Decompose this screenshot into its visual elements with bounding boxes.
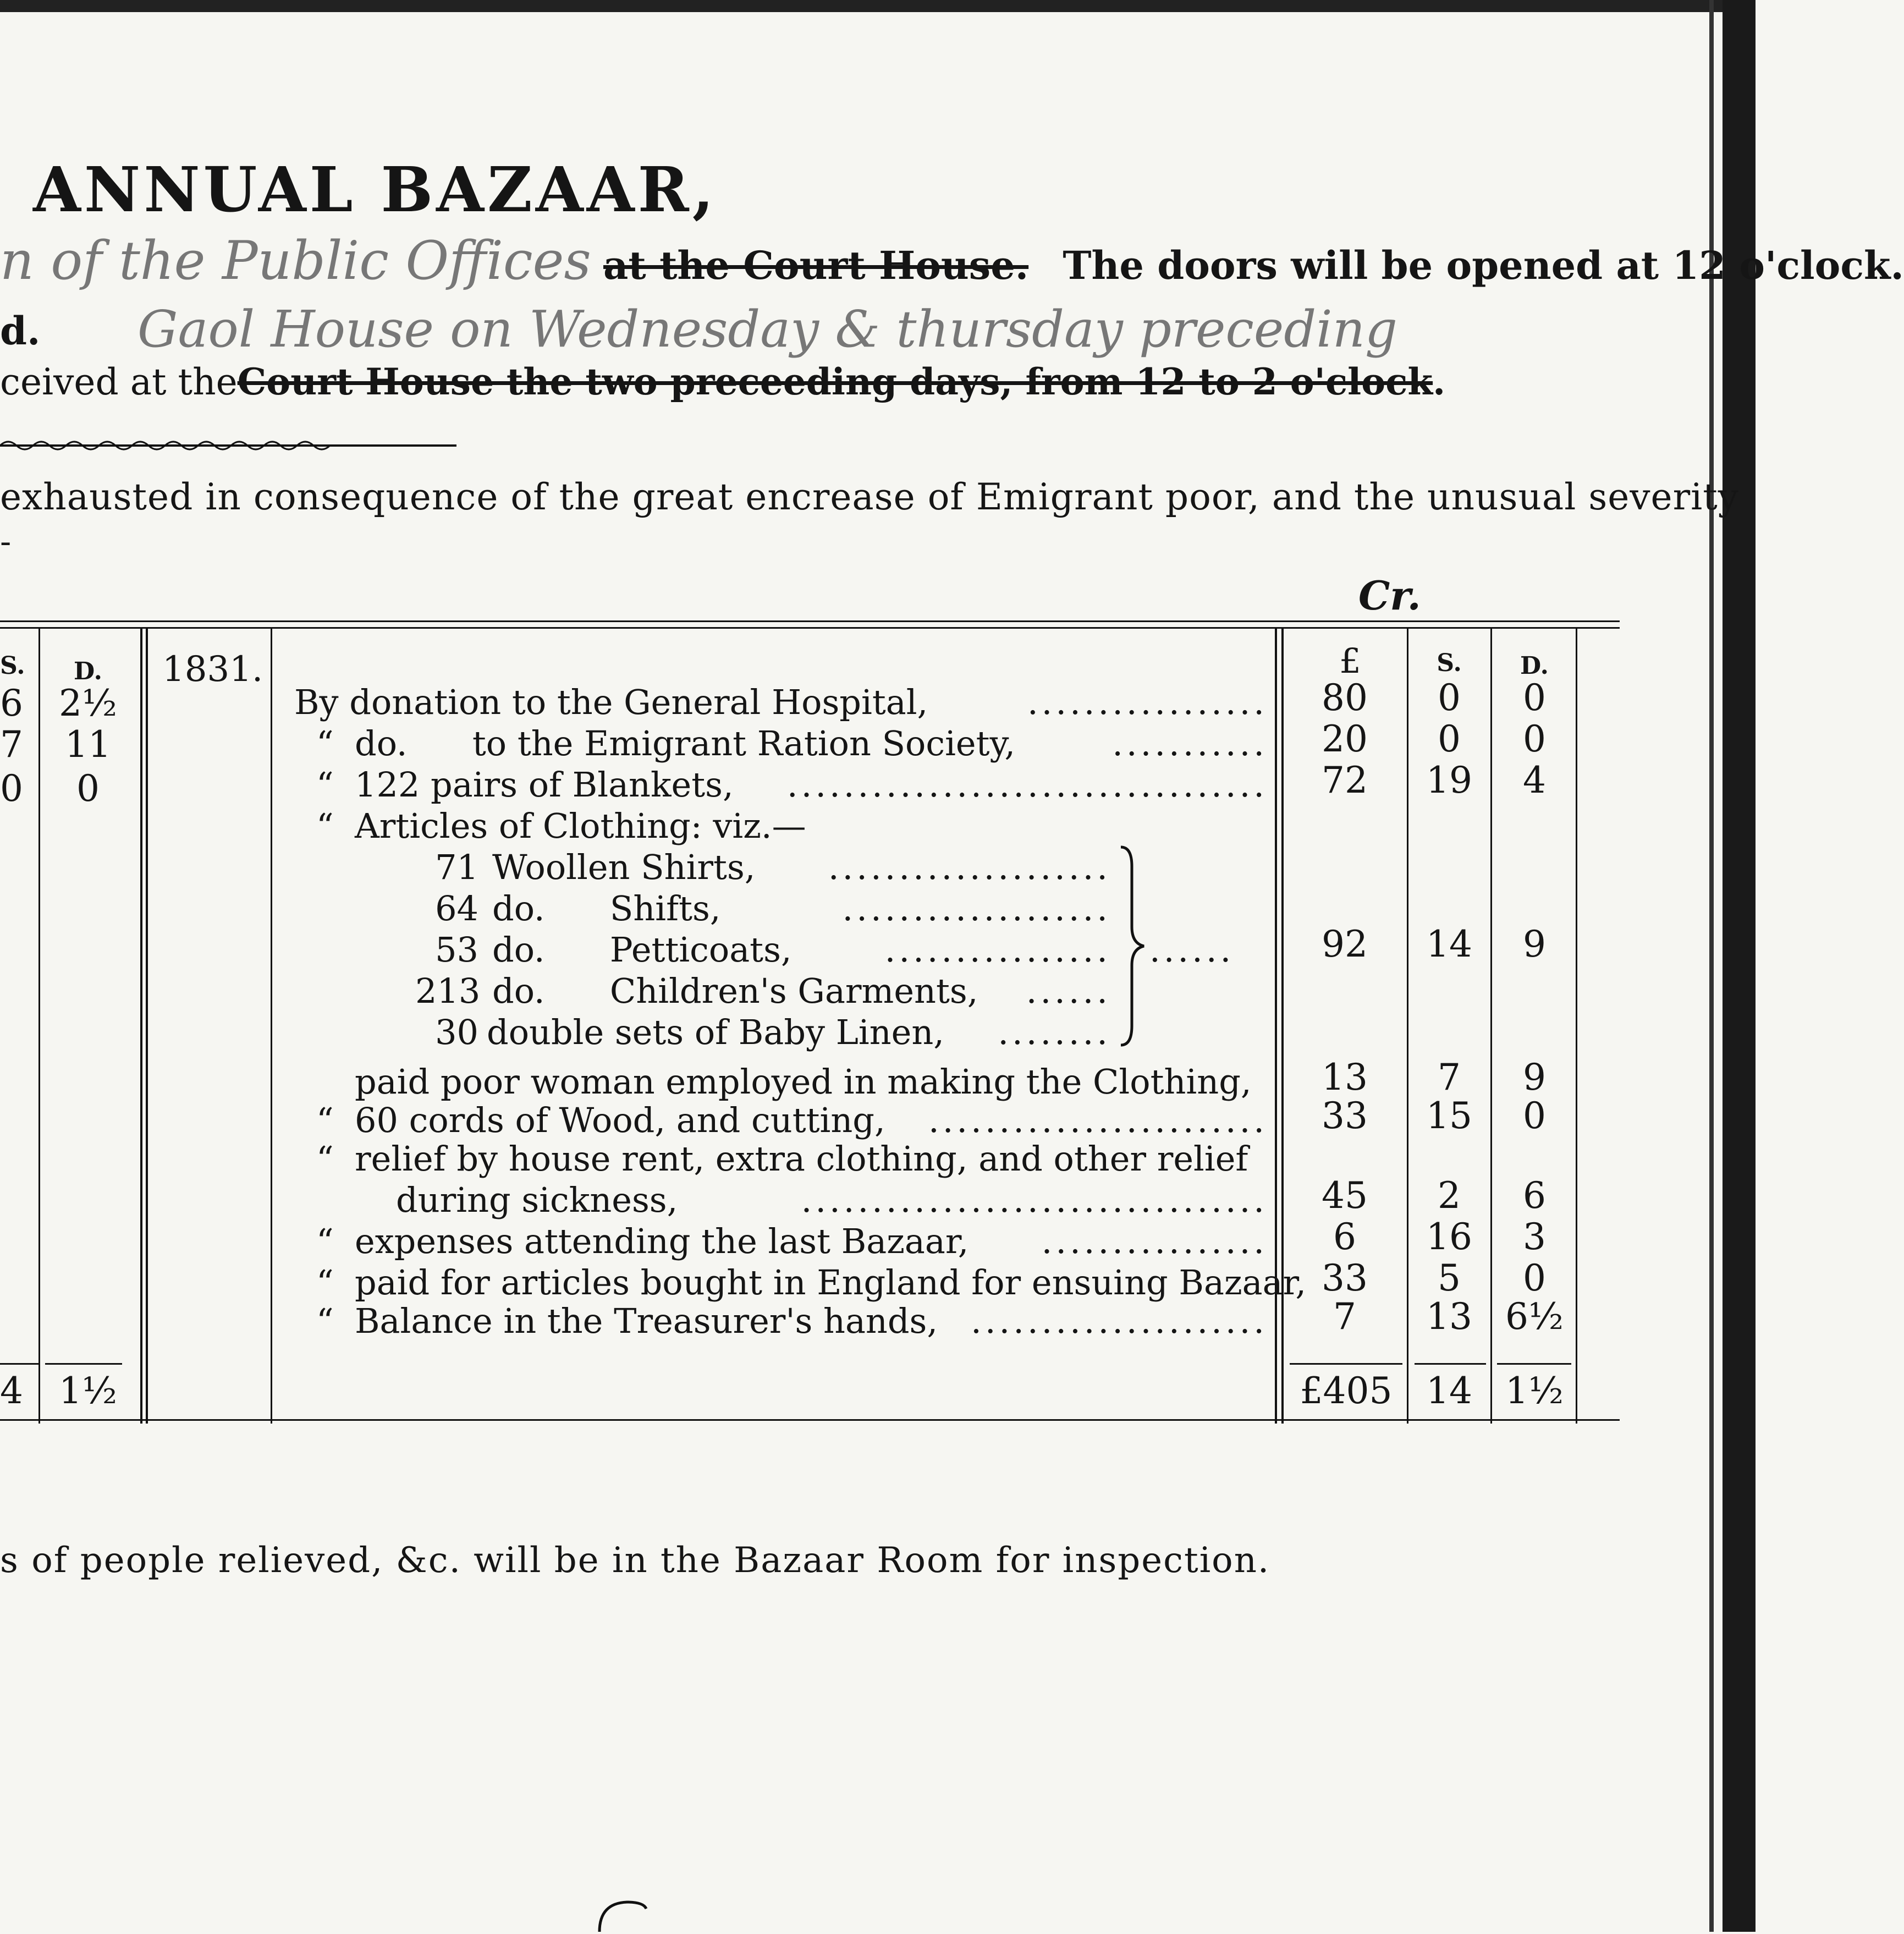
entry-leader-dots: .....................: [971, 1301, 1268, 1341]
entry-amount-pounds: 7: [1333, 1295, 1356, 1338]
entry-text: paid for articles bought in England for ensuing Bazaar,: [355, 1262, 1307, 1303]
entry-amount-shillings: 7: [1438, 1056, 1461, 1098]
entry-leader-dots: ...........: [1112, 723, 1268, 763]
clothing-total-pence: 9: [1523, 923, 1546, 965]
notice-line-2: -: [0, 523, 12, 561]
cr-label: Cr.: [1358, 572, 1421, 619]
amount-col-rule-b: [1281, 627, 1284, 1424]
page-title: ANNUAL BAZAAR,: [33, 154, 717, 226]
entry-amount-pounds: 33: [1322, 1095, 1368, 1137]
entry-amount-pounds: 6: [1333, 1216, 1356, 1258]
handwritten-gaol-house: Gaol House on Wednesday & thursday preceding: [137, 300, 1397, 359]
left-row-3-s: 0: [0, 767, 23, 810]
entry-text: do. to the Emigrant Ration Society,: [355, 723, 1016, 763]
entry-text: paid poor woman employed in making the Clothing,: [355, 1062, 1252, 1102]
entry-amount-pounds: 13: [1322, 1056, 1368, 1098]
total-pence: 1½: [1505, 1370, 1564, 1412]
entry-amount-pounds: 72: [1322, 759, 1368, 801]
pounds-col-rule: [1407, 627, 1408, 1424]
left-total-rule-d: [45, 1363, 122, 1365]
entry-text: Articles of Clothing: viz.—: [355, 806, 806, 846]
ornamental-rule: [0, 437, 456, 454]
clothing-item: do. Shifts,: [492, 888, 721, 928]
entry-text: during sickness,: [396, 1180, 678, 1220]
entry-amount-pence: 6: [1523, 1174, 1546, 1217]
entry-prefix: “: [316, 1262, 334, 1303]
entry-amount-pounds: 20: [1322, 718, 1368, 760]
line-3-period: .: [1433, 360, 1446, 403]
entry-amount-pence: 6½: [1505, 1295, 1564, 1338]
entry-amount-shillings: 13: [1426, 1295, 1472, 1338]
entry-prefix: “: [316, 1100, 334, 1140]
left-total-d: 1½: [59, 1370, 117, 1412]
left-header-s: S.: [0, 652, 25, 680]
entry-prefix: “: [316, 765, 334, 805]
entry-amount-shillings: 5: [1438, 1257, 1461, 1299]
header-line-3: [0, 360, 1445, 403]
total-shillings: 14: [1426, 1370, 1472, 1412]
entry-text: Balance in the Treasurer's hands,: [355, 1301, 938, 1341]
entry-amount-pence: 4: [1523, 759, 1546, 801]
top-border: [0, 0, 1756, 12]
entry-amount-shillings: 2: [1438, 1174, 1461, 1217]
entry-amount-pence: 0: [1523, 1257, 1546, 1299]
header-pounds: £: [1339, 641, 1361, 681]
entry-amount-pence: 9: [1523, 1056, 1546, 1098]
entry-leader-dots: ..................................: [786, 765, 1268, 805]
left-total-s: 4: [0, 1370, 23, 1412]
clothing-total-shillings: 14: [1426, 923, 1472, 965]
entry-amount-pence: 3: [1523, 1216, 1546, 1258]
entry-amount-pence: 0: [1523, 718, 1546, 760]
entry-amount-shillings: 0: [1438, 677, 1461, 719]
entry-prefix: “: [316, 1301, 334, 1341]
date-col-rule: [271, 627, 272, 1424]
entry-leader-dots: ................: [1041, 1221, 1268, 1261]
entry-text: 122 pairs of Blankets,: [355, 765, 734, 805]
entry-prefix: “: [316, 723, 334, 763]
entry-prefix: “: [316, 1139, 334, 1179]
clothing-leader-dots: ....................: [828, 847, 1111, 887]
clothing-leader-dots: ........: [998, 1012, 1111, 1052]
entry-amount-shillings: 0: [1438, 718, 1461, 760]
clothing-qty: 53: [435, 930, 478, 970]
entry-prefix: “: [316, 1221, 334, 1261]
entry-leader-dots: .................................: [801, 1180, 1268, 1220]
clothing-leader-dots: ................: [884, 930, 1111, 970]
clothing-item: do. Children's Garments,: [492, 971, 978, 1011]
clothing-leader-dots: ...................: [842, 888, 1111, 928]
left-col-rule-2a: [140, 627, 142, 1424]
left-header-d: D.: [74, 657, 102, 685]
left-row-3-d: 0: [76, 767, 100, 810]
header-shillings: S.: [1437, 649, 1462, 677]
total-rule-pence: [1497, 1363, 1571, 1365]
received-text: ceived at the: [0, 361, 238, 403]
ledger-year: 1831.: [162, 649, 263, 690]
entry-text: expenses attending the last Bazaar,: [355, 1221, 969, 1261]
pence-col-rule: [1576, 627, 1577, 1424]
ledger-top-rule-2: [0, 627, 1620, 629]
entry-text: relief by house rent, extra clothing, and other relief: [355, 1139, 1248, 1179]
clothing-total-dots: ......: [1149, 930, 1235, 970]
header-pence: D.: [1520, 652, 1549, 680]
clothing-qty: 213: [415, 971, 481, 1011]
clothing-total-pounds: 92: [1322, 923, 1368, 965]
entry-text: By donation to the General Hospital,: [294, 682, 928, 722]
struck-venue: at the Court House.: [603, 243, 1029, 288]
total-pounds: £405: [1300, 1370, 1393, 1412]
clothing-brace: [1116, 844, 1149, 1048]
header-line-2-start: d.: [0, 308, 41, 354]
entry-leader-dots: .................: [1027, 682, 1268, 722]
notice-line-1: exhausted in consequence of the great encrease of Emigrant poor, and the unusual severity: [0, 476, 1740, 518]
ledger-bottom-rule: [0, 1419, 1620, 1421]
entry-amount-pence: 0: [1523, 677, 1546, 719]
clothing-item: Woollen Shirts,: [492, 847, 756, 887]
left-col-rule-2b: [146, 627, 148, 1424]
bottom-mark: [594, 1898, 649, 1932]
entry-amount-shillings: 16: [1426, 1216, 1472, 1258]
clothing-qty: 71: [435, 847, 478, 887]
entry-leader-dots: ........................: [928, 1100, 1268, 1140]
entry-amount-pounds: 45: [1322, 1174, 1368, 1217]
clothing-qty: 64: [435, 888, 478, 928]
total-rule-pounds: [1290, 1363, 1402, 1365]
struck-court-house: Court House the two preceeding days, from 12 to 2 o'clock: [237, 360, 1433, 403]
left-row-1-d: 2½: [59, 682, 117, 724]
header-line-1: [0, 230, 1904, 292]
handwritten-venue: n of the Public Offices: [0, 230, 591, 292]
ledger-top-rule-1: [0, 620, 1620, 622]
clothing-item: double sets of Baby Linen,: [487, 1012, 945, 1052]
entry-amount-shillings: 15: [1426, 1095, 1472, 1137]
entry-amount-pence: 0: [1523, 1095, 1546, 1137]
entry-amount-pounds: 33: [1322, 1257, 1368, 1299]
footer-inspection-note: s of people relieved, &c. will be in the Bazaar Room for inspection.: [0, 1540, 1270, 1581]
amount-col-rule-a: [1275, 627, 1277, 1424]
left-row-2-d: 11: [65, 723, 111, 766]
doors-open-text: The doors will be opened at 12 o'clock.: [1063, 243, 1904, 288]
left-col-rule-1: [38, 627, 40, 1424]
entry-amount-pounds: 80: [1322, 677, 1368, 719]
shillings-col-rule: [1490, 627, 1492, 1424]
entry-text: 60 cords of Wood, and cutting,: [355, 1100, 885, 1140]
entry-prefix: “: [316, 806, 334, 846]
left-row-1-s: 6: [0, 682, 23, 724]
clothing-qty: 30: [435, 1012, 478, 1052]
left-row-2-s: 7: [0, 723, 23, 766]
clothing-item: do. Petticoats,: [492, 930, 792, 970]
entry-amount-shillings: 19: [1426, 759, 1472, 801]
total-rule-shillings: [1415, 1363, 1486, 1365]
left-total-rule-s: [0, 1363, 38, 1365]
clothing-leader-dots: ......: [1026, 971, 1111, 1011]
